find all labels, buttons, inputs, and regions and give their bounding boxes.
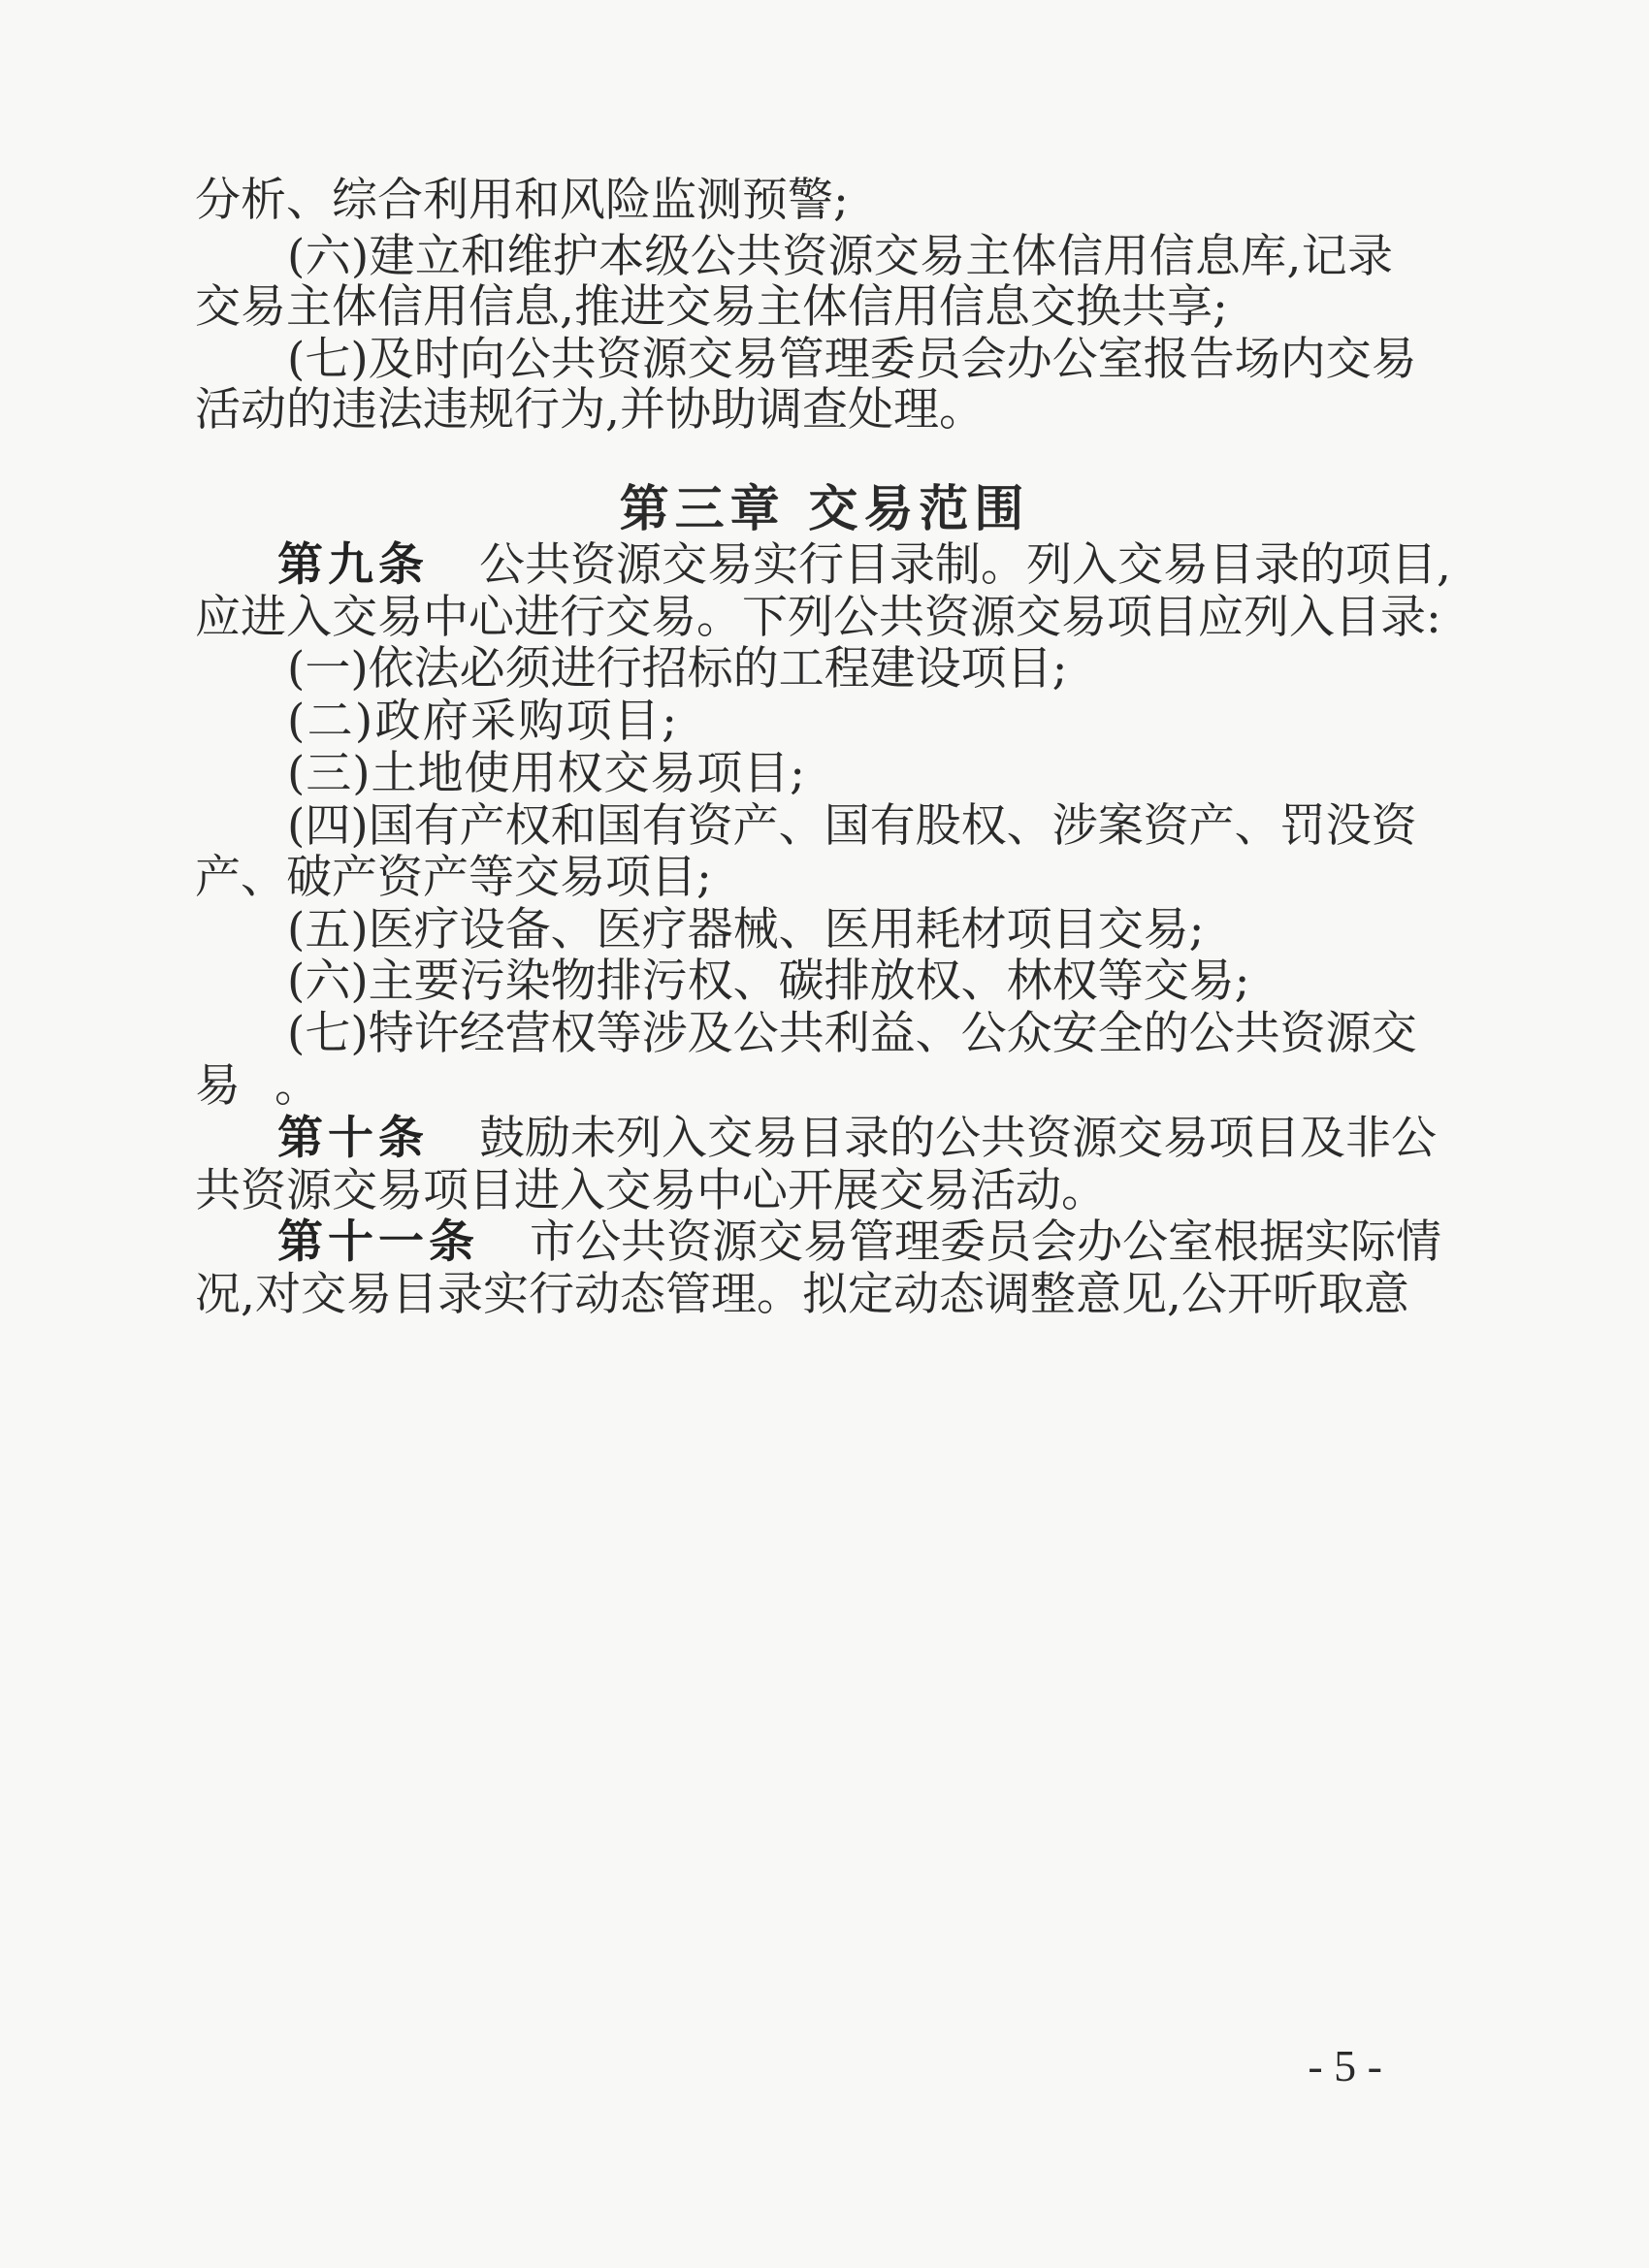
chapter-heading: 第三章 交易范围 xyxy=(619,480,1030,538)
text-line: 共资源交易项目进入交易中心开展交易活动。 xyxy=(195,1164,1107,1217)
text-line: (六)建立和维护本级公共资源交易主体信用信息库,记录 xyxy=(287,230,1393,283)
text-line: 鼓励未列入交易目录的公共资源交易项目及非公 xyxy=(479,1112,1437,1165)
text-line: 分析、综合利用和风险监测预警; xyxy=(195,174,849,227)
article-paragraph xyxy=(277,1110,1437,1168)
text-line: 产、破产资产等交易项目; xyxy=(195,851,712,904)
article-paragraph xyxy=(277,536,1451,595)
list-item: (四)国有产权和国有资产、国有股权、涉案资产、罚没资 xyxy=(287,799,1417,853)
text-line: 市公共资源交易管理委员会办公室根据实际情 xyxy=(530,1215,1441,1269)
article-paragraph xyxy=(277,1214,1441,1272)
list-item: (五)医疗设备、医疗器械、医用耗材项目交易; xyxy=(287,903,1205,956)
list-item: (二)政府采购项目; xyxy=(287,695,677,748)
article-number: 第十条 xyxy=(277,1112,429,1165)
text-line: 交易主体信用信息,推进交易主体信用信息交换共享; xyxy=(195,280,1228,334)
article-number: 第九条 xyxy=(277,538,429,592)
list-item: (七)特许经营权等涉及公共利益、公众安全的公共资源交 xyxy=(287,1007,1417,1060)
list-item: (一)依法必须进行招标的工程建设项目; xyxy=(287,642,1068,696)
text-line: 公共资源交易实行目录制。列入交易目录的项目, xyxy=(479,538,1451,592)
text-line: (七)及时向公共资源交易管理委员会办公室报告场内交易 xyxy=(287,333,1417,386)
text-line: 应进入交易中心进行交易。下列公共资源交易项目应列入目录: xyxy=(195,591,1441,644)
text-line: 活动的违法违规行为,并协助调查处理。 xyxy=(195,383,985,437)
article-number: 第十一条 xyxy=(277,1215,479,1269)
page-number: - 5 - xyxy=(1308,2041,1382,2090)
list-item: (三)土地使用权交易项目; xyxy=(287,747,805,800)
list-item: (六)主要污染物排污权、碳排放权、林权等交易; xyxy=(287,955,1250,1008)
text-line: 易 。 xyxy=(195,1059,330,1113)
text-line: 况,对交易目录实行动态管理。拟定动态调整意见,公开听取意 xyxy=(195,1268,1409,1321)
